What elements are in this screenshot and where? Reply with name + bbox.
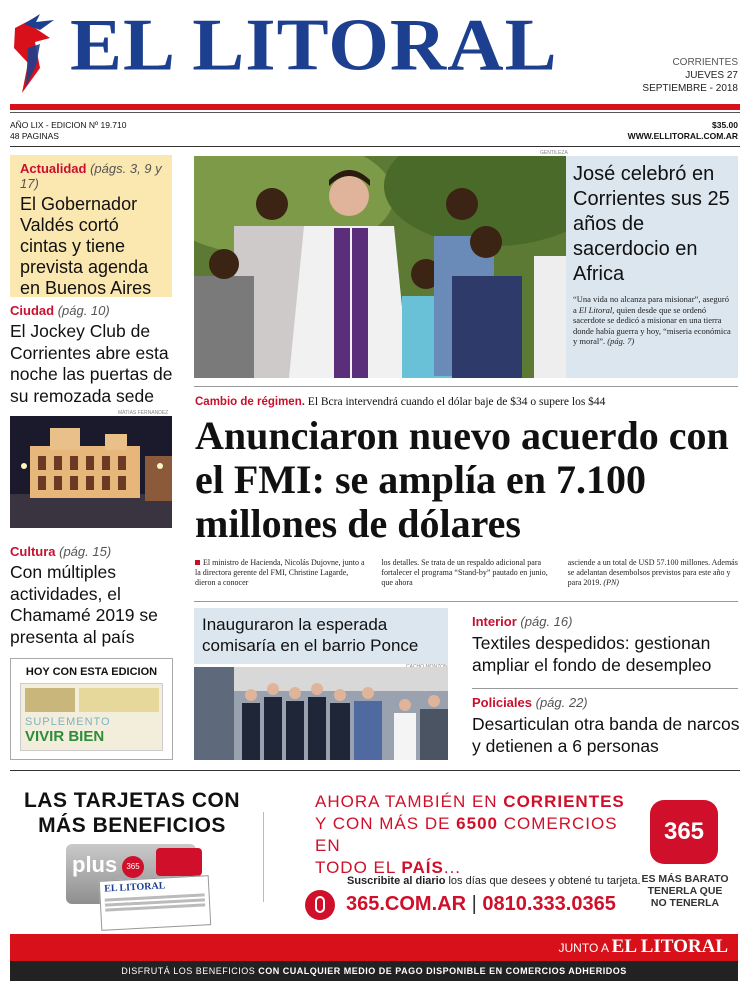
date-block xyxy=(642,56,738,95)
comisaria-photo[interactable] xyxy=(194,667,448,760)
edition-month: SEPTIEMBRE - 2018 xyxy=(642,83,738,94)
supplement-name: VIVIR BIEN xyxy=(25,728,105,745)
card-plus-label: plus xyxy=(72,852,118,877)
ad-website: 365.COM.AR xyxy=(346,893,467,915)
main-kicker-line xyxy=(195,396,605,408)
365-badge-icon: 365 xyxy=(650,800,718,864)
interior-rule xyxy=(472,688,738,689)
masthead-title: EL LITORAL xyxy=(70,3,558,86)
policiales-story[interactable] xyxy=(472,695,740,757)
main-body-col1: El ministro de Hacienda, Nicolás Dujovne, junto a la directora gerente del FMI, Christine Lagarde, dieron a conocer xyxy=(195,558,365,587)
badge-tagline: ES MÁS BARATO TENERLA QUE NO TENERLA xyxy=(641,873,729,909)
ciudad-kicker: Ciudad (pág. 10) xyxy=(10,303,110,318)
edition-day: JUEVES 27 xyxy=(685,70,738,81)
junto-a-logo: EL LITORAL xyxy=(611,936,728,957)
masthead-red-rule xyxy=(10,104,740,110)
bird-logo-icon xyxy=(10,8,60,98)
main-body-col3: asciende a un total de USD 57.100 millones. Además se adelantan desembolsos previstos para este año y para 2019. (PN) xyxy=(567,558,738,587)
hoy-title: HOY CON ESTA EDICION xyxy=(25,666,158,678)
price-block xyxy=(628,120,738,142)
issue-price: $35.00 xyxy=(712,120,738,130)
policiales-headline: Desarticulan otra banda de narcos y detienen a 6 personas xyxy=(472,714,740,756)
actualidad-box[interactable] xyxy=(10,155,172,297)
policiales-kicker: Policiales (pág. 22) xyxy=(472,695,588,710)
cultura-headline: Con múltiples actividades, el Chamamé 2019 se presenta al país xyxy=(10,562,158,647)
ad-vertical-divider xyxy=(263,812,264,902)
card-365-label: 365 xyxy=(122,856,144,878)
disfruta-bar: DISFRUTÁ LOS BENEFICIOS CON CUALQUIER MEDIO DE PAGO DISPONIBLE EN COMERCIOS ADHERIDOS xyxy=(10,961,738,981)
interior-story[interactable] xyxy=(472,614,740,676)
junto-a-text: JUNTO A EL LITORAL xyxy=(558,936,728,957)
main-headline[interactable]: Anunciaron nuevo acuerdo con el FMI: se amplía en 7.100 millones de dólares xyxy=(195,413,729,546)
jockey-club-photo[interactable] xyxy=(10,416,172,528)
main-kicker: Cambio de régimen. xyxy=(195,396,305,408)
actualidad-headline: El Gobernador Valdés cortó cintas y tiene prevista agenda en Buenos Aires xyxy=(20,194,152,298)
cultura-story[interactable] xyxy=(10,544,180,648)
mid-rule xyxy=(194,601,738,602)
edition-city: CORRIENTES xyxy=(672,57,738,68)
main-story-rule xyxy=(194,386,738,387)
ad-subscribe-text: Suscribite al diario los días que desees y obtené tu tarjeta. xyxy=(347,875,641,887)
issue-number: AÑO LIX - EDICION Nº 19.710 xyxy=(10,120,127,130)
main-kicker-text: El Bcra intervendrá cuando el dólar baje de $34 o supere los $44 xyxy=(307,396,606,408)
site-link[interactable]: WWW.ELLITORAL.COM.AR xyxy=(627,131,738,141)
actualidad-kicker: Actualidad (págs. 3, 9 y 17) xyxy=(20,161,162,191)
interior-kicker: Interior (pág. 16) xyxy=(472,614,573,629)
ad-contact-links[interactable]: 365.COM.AR | 0810.333.0365 xyxy=(346,893,616,915)
main-body-col2: los detalles. Se trata de un respaldo adicional para fortalecer el programa “Stand-by” pautado en junio, que ahora xyxy=(381,558,548,587)
card-newspaper-logo: EL LITORAL xyxy=(103,880,166,895)
main-body xyxy=(195,558,740,588)
header-divider xyxy=(10,146,740,147)
masthead-thin-rule xyxy=(10,112,740,113)
credit-cards-image xyxy=(66,844,216,930)
ad-phone: 0810.333.0365 xyxy=(482,893,616,915)
cultura-kicker: Cultura (pág. 15) xyxy=(10,544,112,559)
interior-headline: Textiles despedidos: gestionan ampliar el fondo de desempleo xyxy=(472,633,712,675)
issue-info xyxy=(10,120,126,142)
comisaria-story-box[interactable] xyxy=(194,608,448,664)
jose-dek: “Una vida no alcanza para misionar”, aseguró a El Litoral, quien desde que se ordenó sacerdote se dedicó a misionar en una tierra donde había guerra y hoy, “miseria económica y moral”. (pág. 7) xyxy=(573,294,731,346)
ciudad-photo-credit: MATIAS FERNANDEZ xyxy=(118,410,169,416)
ad-message: AHORA TAMBIÉN EN CORRIENTES Y CON MÁS DE 6500 COMERCIOS EN TODO EL PAÍS... xyxy=(315,792,625,877)
jose-headline: José celebró en Corrientes sus 25 años de sacerdocio en Africa xyxy=(573,163,730,285)
jose-photo-credit: GENTILEZA xyxy=(540,150,568,156)
jose-story-box[interactable] xyxy=(566,156,738,378)
computer-mouse-icon xyxy=(305,890,335,920)
issue-pages: 48 PAGINAS xyxy=(10,131,59,141)
hoy-con-esta-edicion-box[interactable] xyxy=(10,658,173,760)
ciudad-story[interactable] xyxy=(10,303,180,407)
ad-divider-rule xyxy=(10,770,740,771)
supplement-label: SUPLEMENTO xyxy=(25,716,111,728)
ad-left-title: LAS TARJETAS CON MÁS BENEFICIOS xyxy=(23,789,241,837)
ciudad-headline: El Jockey Club de Corrientes abre esta noche las puertas de su remozada sede xyxy=(10,321,173,406)
comisaria-headline: Inauguraron la esperada comisaría en el barrio Ponce xyxy=(202,615,419,655)
priest-celebration-photo[interactable] xyxy=(194,156,566,378)
